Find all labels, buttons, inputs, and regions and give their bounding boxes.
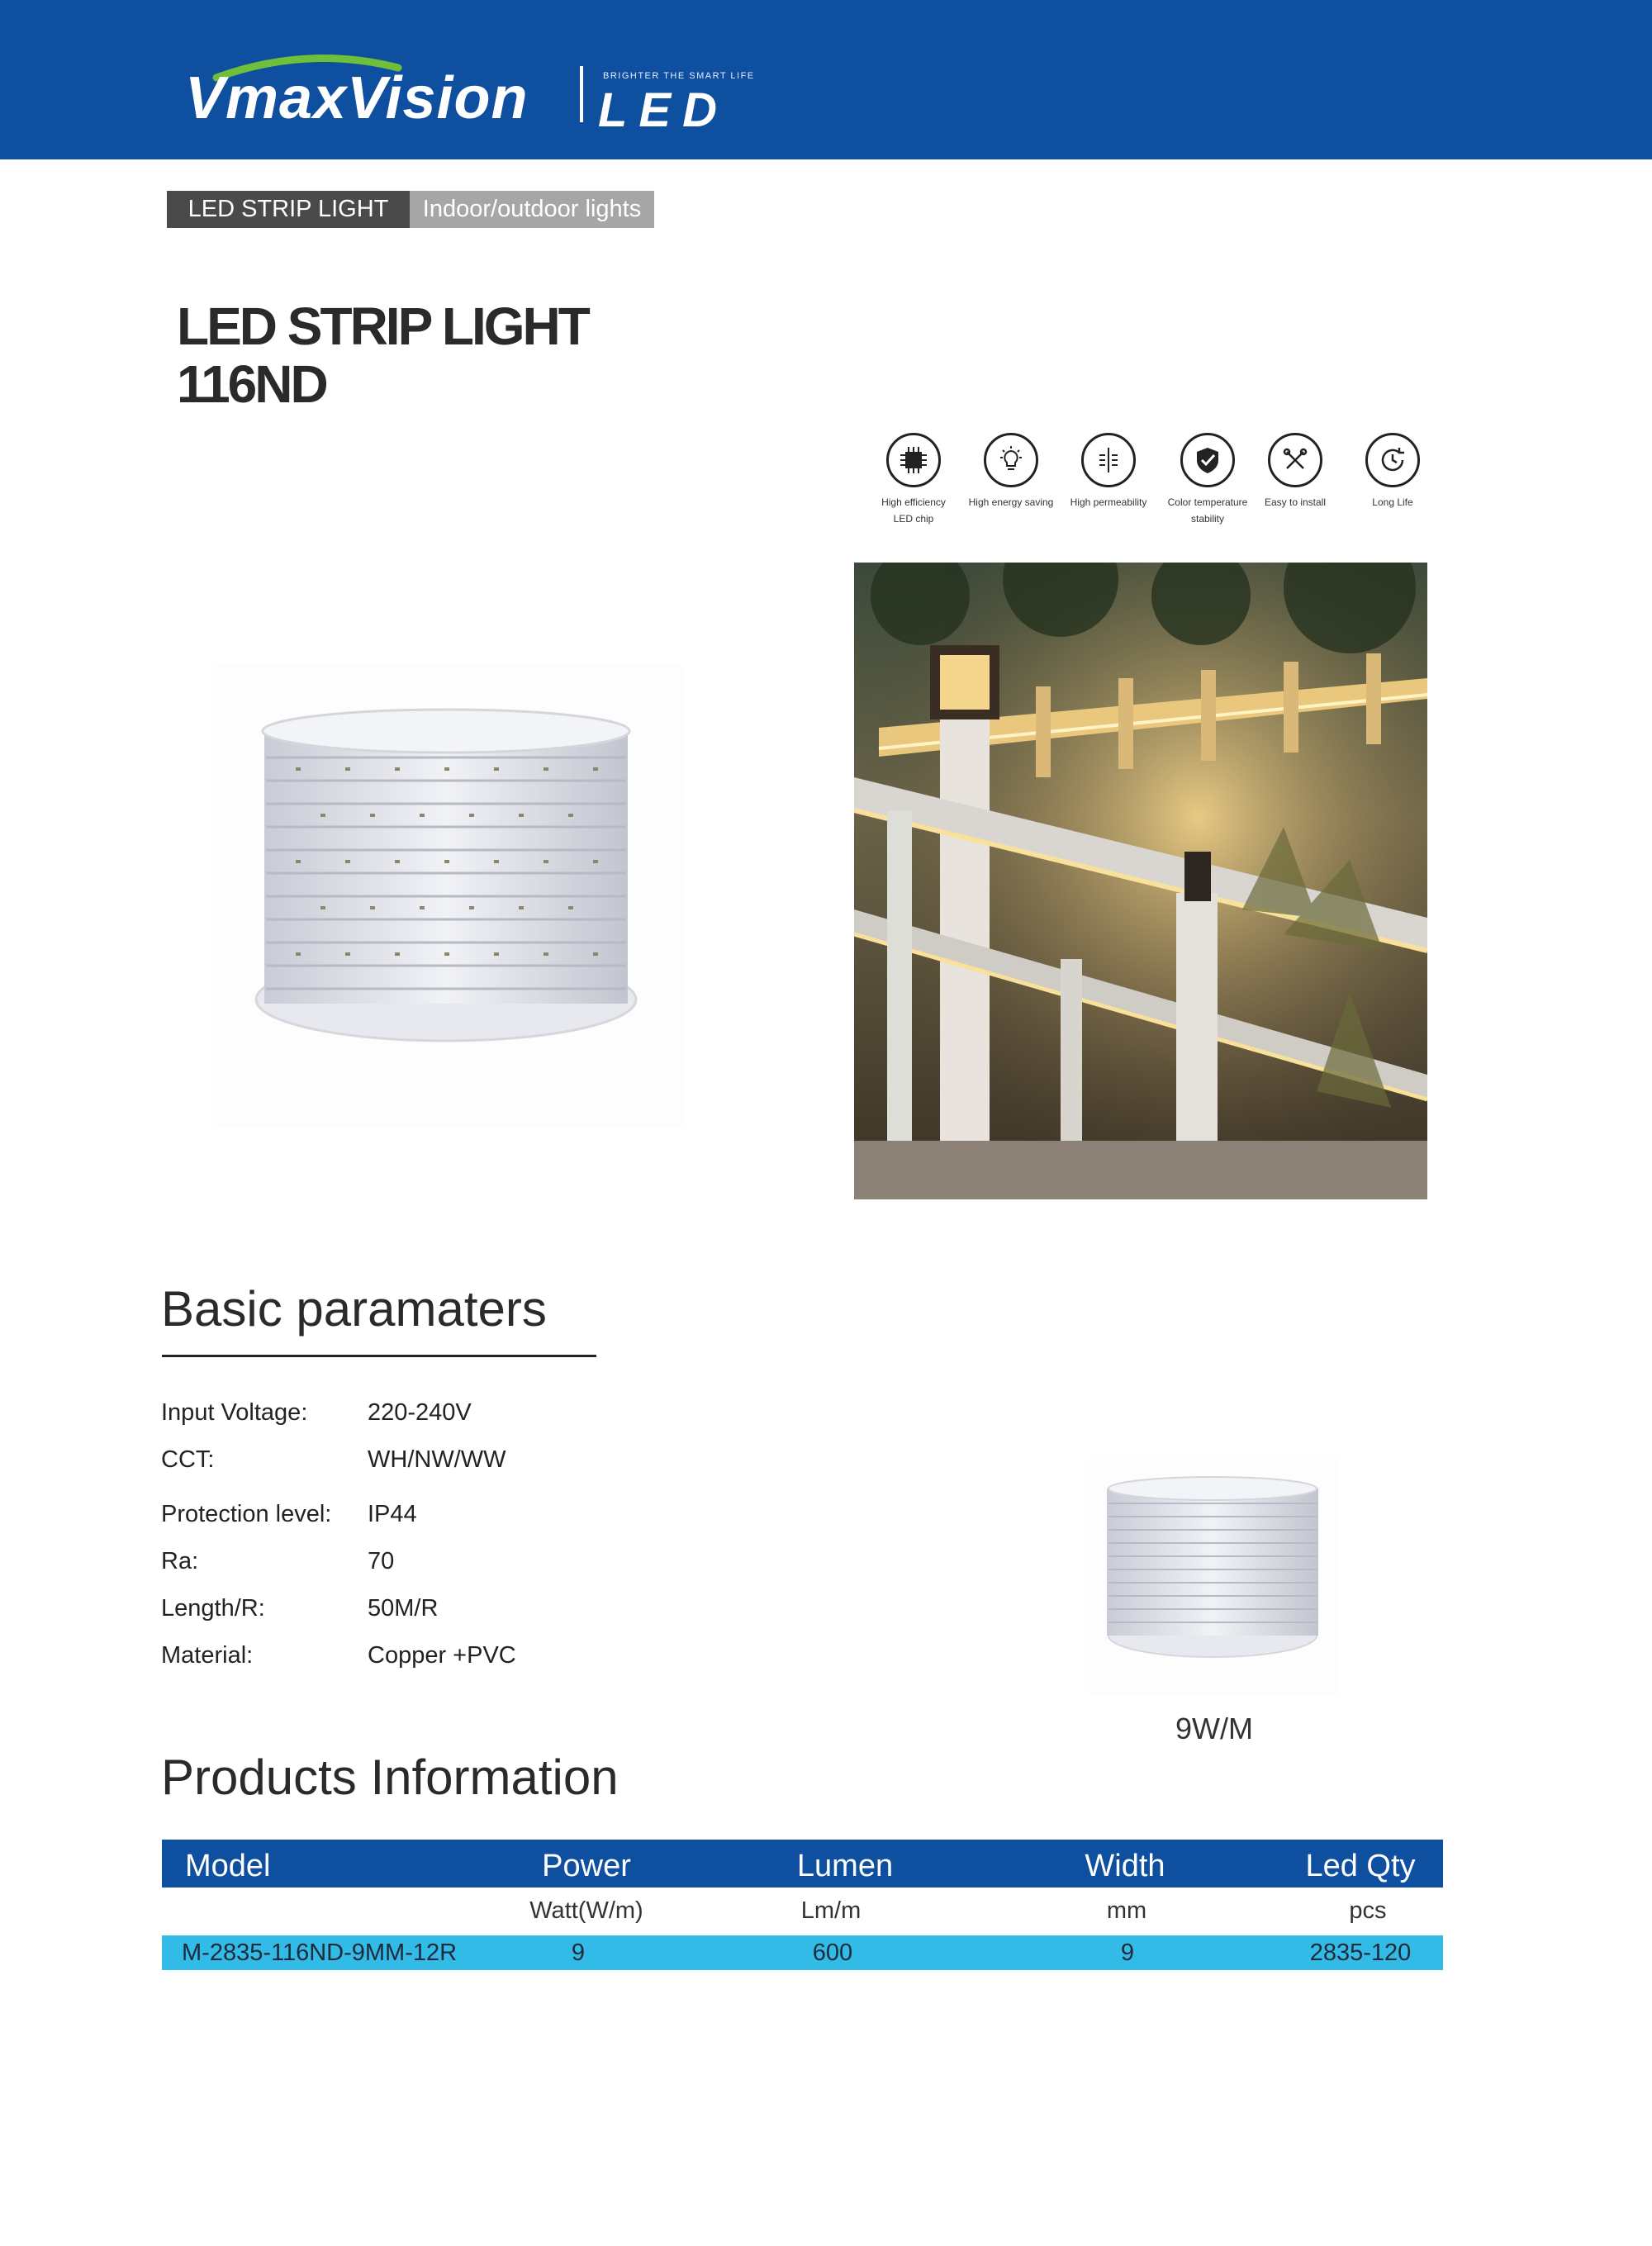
feature-easy-install bbox=[1246, 433, 1345, 510]
param-label-protection: Protection level: bbox=[161, 1501, 332, 1527]
brand-name: VmaxVision bbox=[185, 65, 529, 131]
param-value-input-voltage: 220-240V bbox=[368, 1399, 472, 1426]
cell-model: M-2835-116ND-9MM-12R bbox=[182, 1940, 458, 1966]
feature-label: High efficiency bbox=[881, 496, 946, 508]
param-label-material: Material: bbox=[161, 1642, 254, 1669]
basic-params-underline bbox=[162, 1355, 596, 1357]
feature-long-life bbox=[1343, 433, 1442, 510]
param-label-input-voltage: Input Voltage: bbox=[161, 1399, 308, 1426]
unit-lumen: Lm/m bbox=[800, 1897, 862, 1924]
product-reel-thumbnail bbox=[1089, 1455, 1338, 1695]
product-title-line1: LED STRIP LIGHT bbox=[177, 297, 588, 356]
feature-icons-row bbox=[864, 433, 1442, 532]
application-photo bbox=[854, 563, 1427, 1199]
clock-icon bbox=[1365, 433, 1420, 487]
cell-width: 9 bbox=[1120, 1940, 1135, 1966]
feature-label: High energy saving bbox=[968, 496, 1054, 508]
param-value-cct: WH/NW/WW bbox=[368, 1446, 506, 1473]
permeability-icon bbox=[1081, 433, 1136, 487]
feature-high-efficiency bbox=[864, 433, 963, 527]
cell-lumen: 600 bbox=[812, 1940, 853, 1966]
products-info-title: Products Information bbox=[161, 1750, 619, 1805]
power-caption: 9W/M bbox=[1175, 1712, 1253, 1745]
category-tag[interactable]: LED STRIP LIGHT bbox=[167, 191, 410, 228]
product-reel-image bbox=[213, 665, 684, 1128]
subcategory-tag[interactable]: Indoor/outdoor lights bbox=[410, 191, 654, 228]
param-value-material: Copper +PVC bbox=[368, 1642, 516, 1669]
feature-label-2: stability bbox=[1190, 513, 1224, 525]
column-header-led-qty: Led Qty bbox=[1305, 1849, 1416, 1883]
tools-icon bbox=[1268, 433, 1322, 487]
unit-power: Watt(W/m) bbox=[529, 1897, 643, 1924]
header-banner bbox=[0, 0, 1652, 159]
feature-label: Color temperature bbox=[1167, 496, 1248, 508]
feature-energy-saving bbox=[961, 433, 1061, 510]
shield-check-icon bbox=[1180, 433, 1235, 487]
column-header-power: Power bbox=[542, 1849, 631, 1883]
table-row[interactable] bbox=[162, 1935, 1443, 1970]
product-title bbox=[177, 297, 588, 413]
cell-led-qty: 2835-120 bbox=[1309, 1940, 1412, 1966]
brand-tagline: BRIGHTER THE SMART LIFE bbox=[603, 71, 755, 81]
column-header-model: Model bbox=[185, 1849, 271, 1883]
column-header-width: Width bbox=[1085, 1849, 1165, 1883]
cell-power: 9 bbox=[571, 1940, 586, 1966]
feature-label: Long Life bbox=[1372, 496, 1413, 508]
param-value-protection: IP44 bbox=[368, 1501, 417, 1527]
unit-led-qty: pcs bbox=[1349, 1897, 1387, 1924]
feature-label-2: LED chip bbox=[893, 513, 934, 525]
feature-color-stability bbox=[1158, 433, 1257, 527]
product-title-model: 116ND bbox=[177, 354, 326, 414]
param-value-ra: 70 bbox=[368, 1548, 395, 1574]
param-label-length: Length/R: bbox=[161, 1595, 265, 1622]
basic-params-title: Basic paramaters bbox=[161, 1281, 547, 1337]
param-label-ra: Ra: bbox=[161, 1548, 199, 1574]
logo-divider bbox=[580, 66, 583, 122]
param-value-length: 50M/R bbox=[368, 1595, 439, 1622]
unit-width: mm bbox=[1106, 1897, 1147, 1924]
feature-permeability bbox=[1059, 433, 1158, 510]
table-units-row bbox=[162, 1887, 1443, 1934]
table-header bbox=[162, 1840, 1443, 1887]
param-label-cct: CCT: bbox=[161, 1446, 215, 1473]
bulb-icon bbox=[984, 433, 1038, 487]
column-header-lumen: Lumen bbox=[796, 1849, 894, 1883]
brand-led-text: LED bbox=[598, 83, 729, 137]
feature-label: High permeability bbox=[1070, 496, 1147, 508]
chip-icon bbox=[886, 433, 941, 487]
feature-label: Easy to install bbox=[1264, 496, 1327, 508]
